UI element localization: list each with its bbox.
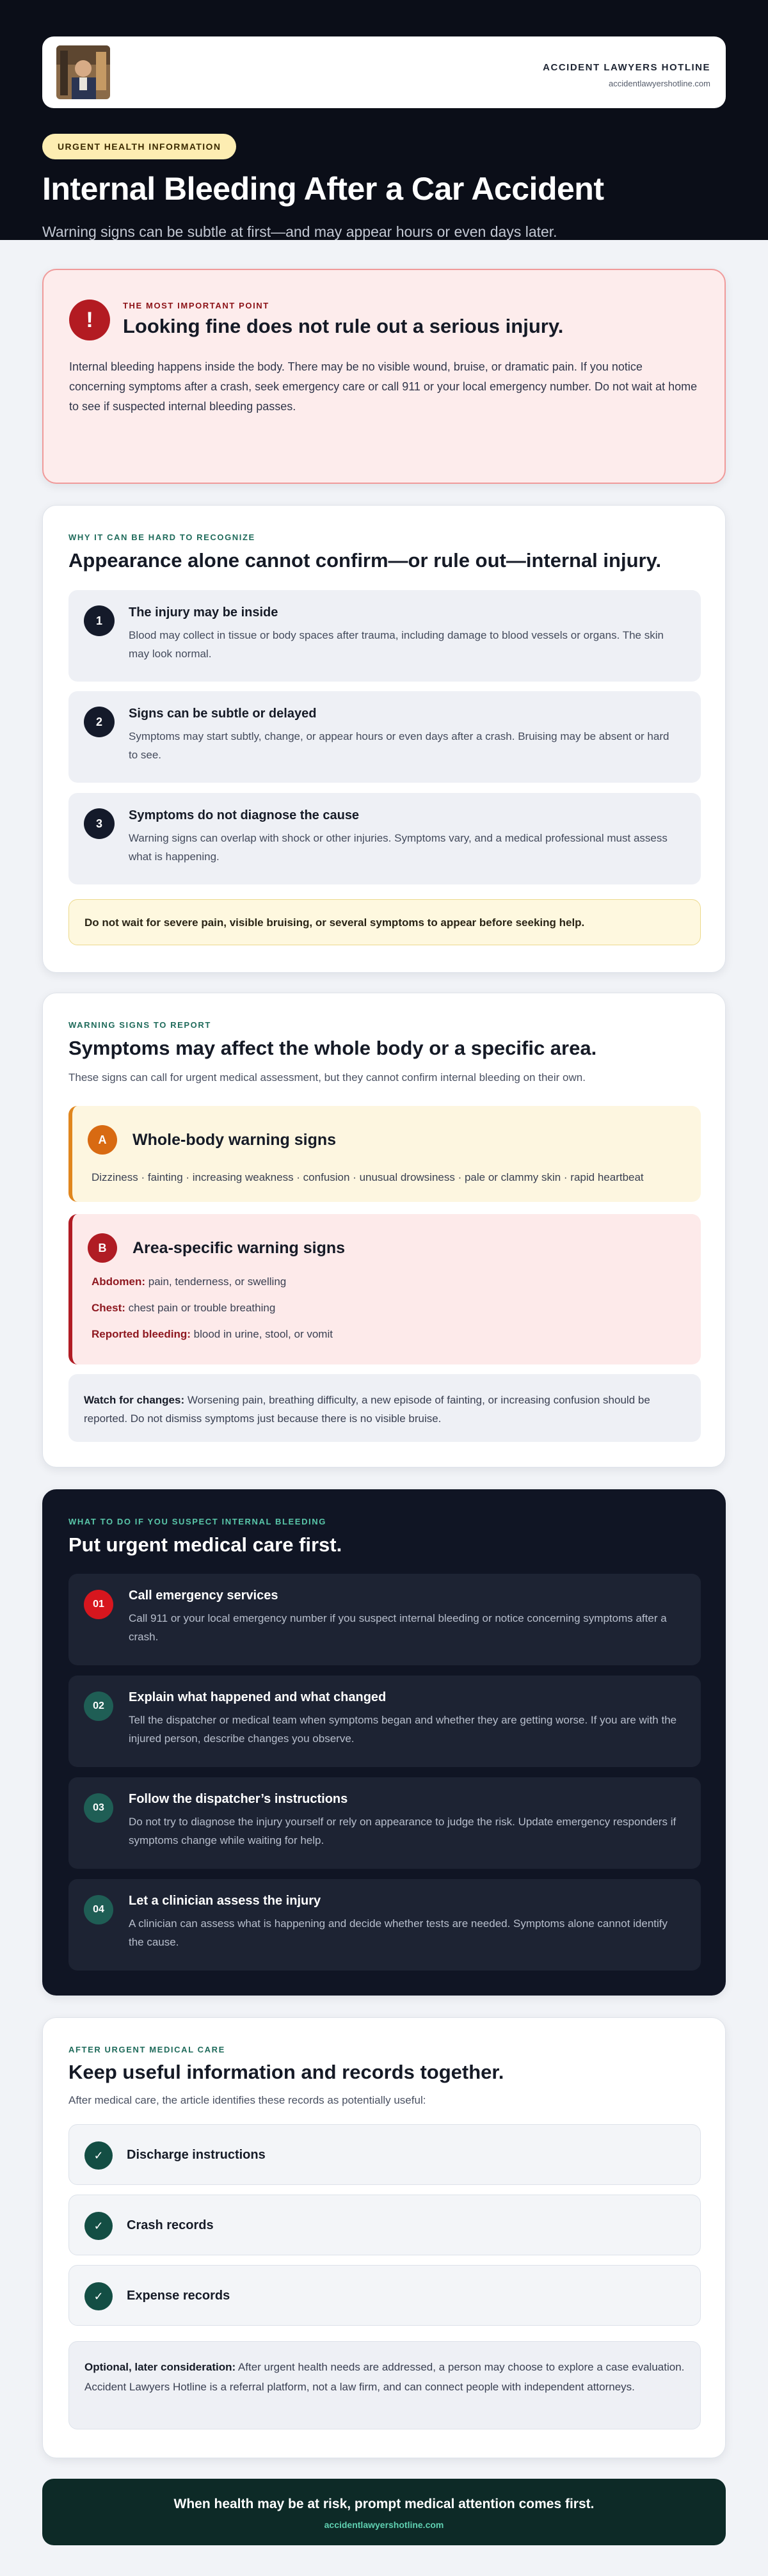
step-text: Do not try to diagnose the injury yourself or rely on appearance to judge the risk. Update emergency responders if symptoms change while waiting for help.: [129, 1816, 676, 1846]
point-number: 1: [84, 605, 115, 636]
why-hard-card: [42, 505, 726, 973]
area-item: [92, 1302, 275, 1315]
point-title: Signs can be subtle or delayed: [129, 707, 317, 721]
why-point: [68, 691, 701, 783]
record-label: Crash records: [127, 2218, 214, 2232]
records-title: Keep useful information and records together.: [68, 2061, 504, 2083]
step-text: Call 911 or your local emergency number if you suspect internal bleeding or notice concerning symptoms after a crash.: [129, 1612, 667, 1643]
brand-url[interactable]: accidentlawyershotline.com: [609, 79, 710, 88]
area-item-label: Chest:: [92, 1302, 125, 1314]
area-item-text: pain, tenderness, or swelling: [145, 1276, 287, 1288]
whole-body-title: Whole-body warning signs: [132, 1131, 337, 1149]
check-icon: ✓: [84, 2282, 113, 2310]
what-to-do-card: [42, 1489, 726, 1996]
point-text: Symptoms may start subtly, change, or appear hours or even days after a crash. Bruising may be absent or hard to see.: [129, 730, 669, 761]
area-specific-title: Area-specific warning signs: [132, 1239, 346, 1257]
dont-wait-note: Do not wait for severe pain, visible bruising, or several symptoms to appear before seeking help.: [68, 899, 701, 945]
optional-consideration: [68, 2341, 701, 2429]
whole-body-list: Dizziness · fainting · increasing weakness · confusion · unusual drowsiness · pale or clammy skin · rapid heartbeat: [92, 1171, 644, 1183]
point-number: 2: [84, 707, 115, 737]
area-item: [92, 1276, 286, 1288]
symptoms-title: Symptoms may affect the whole body or a specific area.: [68, 1037, 597, 1059]
important-eyebrow: THE MOST IMPORTANT POINT: [123, 301, 269, 310]
record-item: [68, 2124, 701, 2185]
why-point: [68, 793, 701, 884]
symptoms-lead: These signs can call for urgent medical assessment, but they cannot confirm internal bleeding on their own.: [68, 1071, 586, 1084]
records-eyebrow: AFTER URGENT MEDICAL CARE: [68, 2045, 225, 2054]
point-title: The injury may be inside: [129, 605, 278, 620]
step-title: Follow the dispatcher’s instructions: [129, 1792, 348, 1806]
footer-message: When health may be at risk, prompt medical attention comes first.: [173, 2497, 595, 2511]
step-number: 03: [84, 1793, 113, 1823]
optional-text: After urgent health needs are addressed, a person may choose to explore a case evaluation. Accident Lawyers Hotline is a referral platform, not a law firm, and can connect people with independent attorneys.: [84, 2361, 685, 2393]
brand-bar: [42, 36, 726, 108]
action-title: Put urgent medical care first.: [68, 1533, 342, 1556]
point-title: Symptoms do not diagnose the cause: [129, 808, 360, 822]
step-number: 04: [84, 1895, 113, 1924]
brand-logo[interactable]: [56, 45, 110, 99]
page-subtitle: Warning signs can be subtle at first—and may appear hours or even days later.: [42, 223, 557, 240]
brand-name: ACCIDENT LAWYERS HOTLINE: [543, 62, 710, 73]
step-title: Explain what happened and what changed: [129, 1690, 387, 1704]
area-item: [92, 1328, 333, 1341]
area-item-text: chest pain or trouble breathing: [125, 1302, 276, 1314]
record-item: [68, 2265, 701, 2326]
step-title: Call emergency services: [129, 1588, 278, 1603]
record-label: Expense records: [127, 2289, 230, 2303]
check-icon: ✓: [84, 2212, 113, 2240]
action-eyebrow: WHAT TO DO IF YOU SUSPECT INTERNAL BLEEDING: [68, 1517, 326, 1526]
area-item-label: Abdomen:: [92, 1276, 146, 1288]
action-step: [68, 1879, 701, 1971]
step-text: A clinician can assess what is happening and decide whether tests are needed. Symptoms alone cannot identify the cause.: [129, 1917, 668, 1948]
step-text: Tell the dispatcher or medical team when symptoms began and whether they are getting worse. If you are with the injured person, describe changes you observe.: [129, 1714, 677, 1745]
action-step: [68, 1777, 701, 1869]
action-step: [68, 1676, 701, 1767]
record-item: [68, 2195, 701, 2255]
important-body: Internal bleeding happens inside the body. There may be no visible wound, bruise, or dramatic pain. If you notice concerning symptoms after a crash, seek emergency care or call 911 or your local emergency number. Do not wait at home to see if suspected internal bleeding passes.: [69, 360, 698, 413]
badge-b: B: [88, 1233, 117, 1263]
optional-label: Optional, later consideration:: [84, 2361, 236, 2373]
why-eyebrow: WHY IT CAN BE HARD TO RECOGNIZE: [68, 532, 255, 542]
check-icon: ✓: [84, 2141, 113, 2170]
whole-body-signs: [68, 1106, 701, 1202]
watch-label: Watch for changes:: [84, 1394, 185, 1406]
why-title: Appearance alone cannot confirm—or rule out—internal injury.: [68, 549, 662, 572]
records-card: [42, 2017, 726, 2458]
step-title: Let a clinician assess the injury: [129, 1894, 321, 1908]
area-item-label: Reported bleeding:: [92, 1328, 191, 1340]
record-label: Discharge instructions: [127, 2148, 266, 2162]
area-item-text: blood in urine, stool, or vomit: [190, 1328, 333, 1340]
point-number: 3: [84, 808, 115, 839]
why-point: [68, 590, 701, 682]
footer-url[interactable]: accidentlawyershotline.com: [324, 2520, 444, 2530]
point-text: Warning signs can overlap with shock or other injuries. Symptoms vary, and a medical professional must assess what is happening.: [129, 832, 668, 863]
warning-signs-card: [42, 993, 726, 1468]
important-point-card: [42, 269, 726, 484]
alert-icon: !: [69, 300, 110, 340]
action-step: [68, 1574, 701, 1665]
hero-header: [0, 0, 768, 240]
point-text: Blood may collect in tissue or body spaces after trauma, including damage to blood vessels or organs. The skin may look normal.: [129, 629, 664, 660]
area-specific-signs: [68, 1214, 701, 1364]
important-title: Looking fine does not rule out a serious injury.: [123, 315, 564, 337]
badge-a: A: [88, 1125, 117, 1155]
urgent-tag: URGENT HEALTH INFORMATION: [42, 134, 236, 159]
step-number: 02: [84, 1692, 113, 1721]
step-number: 01: [84, 1590, 113, 1619]
footer-banner: [42, 2479, 726, 2545]
records-lead: After medical care, the article identifies these records as potentially useful:: [68, 2094, 426, 2106]
page-title: Internal Bleeding After a Car Accident: [42, 171, 604, 207]
watch-text: Worsening pain, breathing difficulty, a new episode of fainting, or increasing confusion should be reported. Do not dismiss symptoms just because there is no visible bruise.: [84, 1394, 650, 1425]
symptoms-eyebrow: WARNING SIGNS TO REPORT: [68, 1020, 211, 1030]
watch-for-changes: [68, 1374, 701, 1442]
